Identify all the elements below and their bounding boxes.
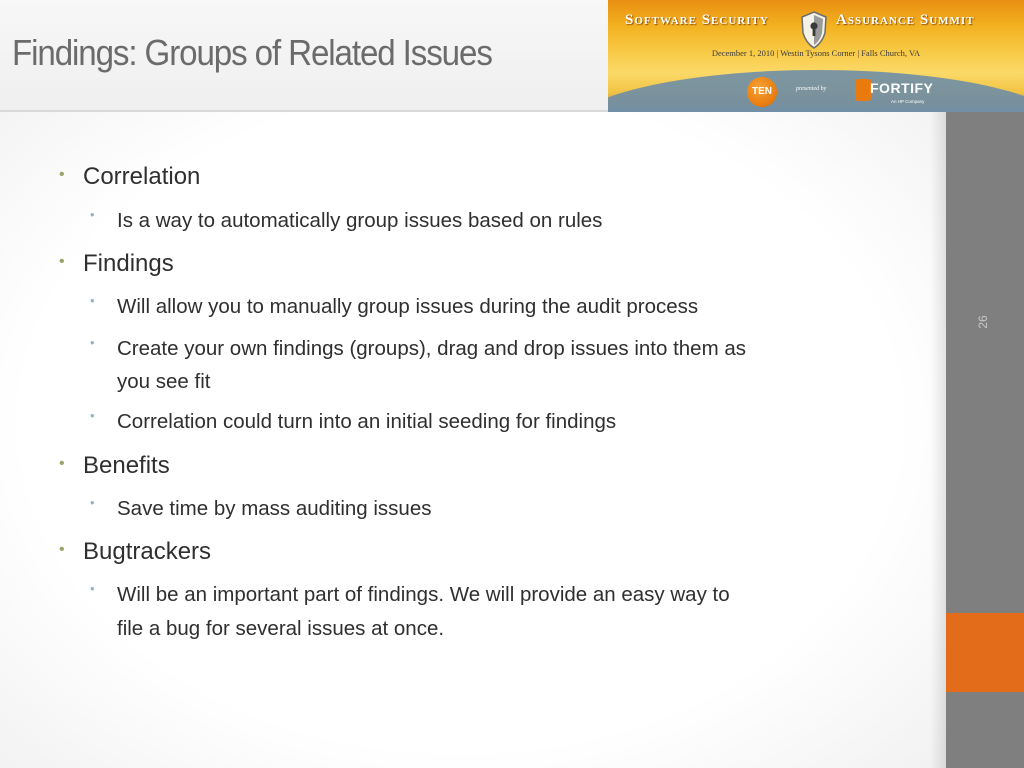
bullet-marker: • [59,455,65,472]
bullet-text: Correlation [83,163,201,190]
sub-bullet-text: file a bug for several issues at once. [117,617,445,640]
banner-title-right: Assurance Summit [836,12,975,28]
bullet-text: Findings [83,250,174,277]
sub-bullet-continuation [90,612,444,646]
bullet-marker: • [59,253,65,270]
sub-bullet-text: Save time by mass auditing issues [117,497,432,520]
fortify-logo-text: FORTIFY [870,80,934,96]
slide-title: Findings: Groups of Related Issues [12,32,492,73]
bullet-marker: • [59,166,65,183]
sub-bullet-item [90,290,698,324]
sub-bullet-text: Correlation could turn into an initial seeding for findings [117,410,617,433]
banner-title-left: Software Security [625,12,769,28]
sub-bullet-text: Will allow you to manually group issues during the audit process [117,295,699,318]
summit-banner [608,0,1024,112]
sub-bullet-text: Is a way to automatically group issues based on rules [117,209,603,232]
sub-bullet-marker: • [90,293,95,308]
title-divider [0,110,608,112]
sub-bullet-item [90,204,602,238]
sub-bullet-text: Create your own findings (groups), drag and drop issues into them as [117,337,747,360]
bullet-marker: • [59,541,65,558]
sub-bullet-item [90,492,431,526]
sub-bullet-item [90,332,746,366]
bullet-item [59,452,170,480]
sub-bullet-item [90,578,730,612]
sidebar-orange-accent [946,613,1024,692]
sub-bullet-text: Will be an important part of findings. We will provide an easy way to [117,583,730,606]
bullet-text: Benefits [83,452,170,479]
bullet-text: Bugtrackers [83,538,212,565]
page-number: 26 [976,315,990,329]
sub-bullet-marker: • [90,581,95,596]
sidebar-shadow [930,112,946,768]
sub-bullet-marker: • [90,495,95,510]
title-area [0,0,608,112]
presented-by-text: presented by [796,86,827,92]
sub-bullet-item [90,405,616,439]
bullet-item [59,538,211,566]
banner-title [608,8,1024,38]
fortify-logo-icon [855,79,871,101]
banner-event-details: December 1, 2010 | Westin Tysons Corner | Falls Church, VA [711,48,921,58]
ten-logo: TEN [747,77,777,107]
sub-bullet-marker: • [90,335,95,350]
sub-bullet-continuation [90,365,210,399]
shield-keyhole-icon [800,11,828,49]
fortify-logo-subtext: An HP Company [891,99,925,104]
sub-bullet-marker: • [90,207,95,222]
bullet-item [59,250,174,278]
sub-bullet-marker: • [90,408,95,423]
sub-bullet-text: you see fit [117,370,211,393]
bullet-item [59,163,200,191]
